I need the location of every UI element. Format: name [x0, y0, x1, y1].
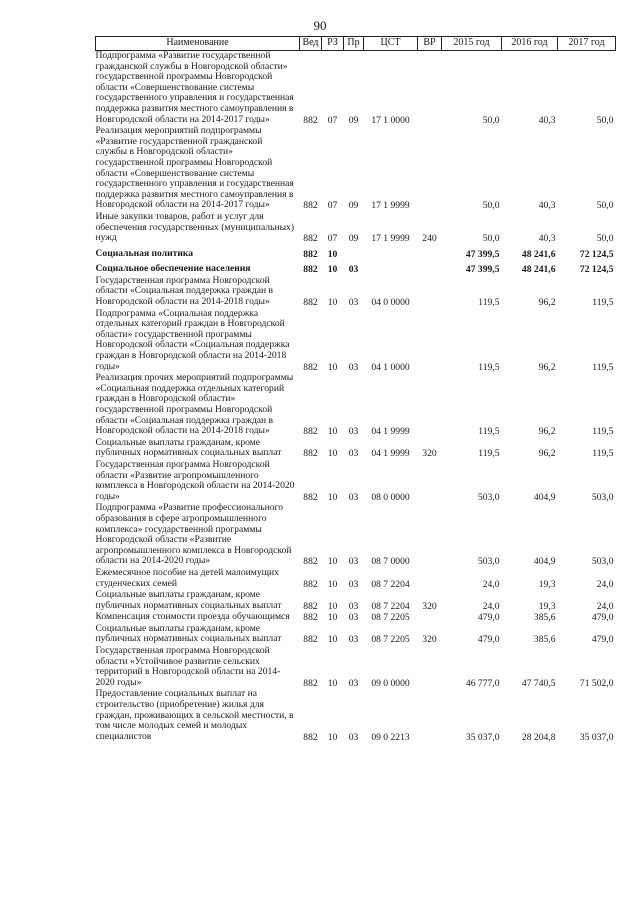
row-2017: 71 502,0	[579, 677, 614, 689]
row-2015: 119,5	[478, 361, 500, 373]
row-vr	[418, 373, 442, 438]
row-cst: 08 7 0000	[371, 556, 410, 568]
row-rz: 10	[327, 634, 338, 646]
row-2017: 24,0	[596, 578, 614, 590]
row-name: Компенсация стоимости проезда обучающимся	[95, 611, 290, 623]
table-row	[96, 590, 616, 612]
row-ved: 882	[303, 233, 318, 245]
row-2016: 404,9	[533, 491, 556, 503]
row-2016: 19,3	[538, 600, 556, 612]
row-name: Социальные выплаты гражданам, кроме публичных нормативных социальных выплат	[95, 436, 282, 459]
row-2017: 35 037,0	[579, 731, 614, 743]
row-2015: 35 037,0	[465, 731, 500, 743]
row-pr: 03	[348, 297, 359, 309]
row-rz: 10	[327, 612, 338, 624]
row-2016: 96,2	[538, 448, 556, 460]
row-ved: 882	[303, 556, 318, 568]
table-row	[96, 503, 616, 568]
row-name: Социальная политика	[95, 247, 194, 259]
row-2015: 24,0	[482, 578, 500, 590]
row-2017: 50,0	[596, 233, 614, 245]
row-name: Социальные выплаты гражданам, кроме публичных нормативных социальных выплат	[95, 622, 282, 645]
table-row	[96, 126, 616, 212]
row-rz: 10	[327, 556, 338, 568]
row-vr: 320	[422, 600, 437, 612]
row-2017: 503,0	[591, 556, 614, 568]
row-2016: 40,3	[538, 200, 556, 212]
row-ved: 882	[303, 612, 318, 624]
row-name: Реализация мероприятий подпрограммы «Развитие государственной гражданской службы в Новгородской области» государственной программы Новгородской области «Совершенствование системы государственного управления и государственная поддержка развития местного самоуправления в Новгородской области на 2014-2017 годы»	[95, 125, 294, 211]
row-cst: 09 0 2213	[371, 731, 410, 743]
table-row	[96, 245, 616, 261]
row-rz: 07	[327, 233, 338, 245]
row-name: Ежемесячное пособие на детей малоимущих студенческих семей	[95, 566, 279, 589]
row-2015: 50,0	[482, 233, 500, 245]
row-2017: 119,5	[592, 361, 614, 373]
row-vr	[418, 689, 442, 743]
row-name: Социальное обеспечение населения	[95, 263, 251, 275]
header-rz: РЗ	[322, 37, 344, 51]
row-vr	[418, 568, 442, 590]
header-cst: ЦСТ	[364, 37, 418, 51]
row-pr: 03	[348, 612, 359, 624]
row-2017: 119,5	[592, 297, 614, 309]
row-cst: 04 1 9999	[371, 426, 410, 438]
row-2015: 47 399,5	[465, 248, 500, 260]
row-cst: 17 1 9999	[371, 200, 410, 212]
row-ved: 882	[303, 731, 318, 743]
row-cst: 04 1 9999	[371, 448, 410, 460]
row-ved: 882	[303, 297, 318, 309]
row-ved: 882	[303, 426, 318, 438]
row-2016: 385,6	[533, 612, 556, 624]
table-body	[96, 51, 616, 744]
row-2015: 479,0	[477, 634, 500, 646]
header-2015: 2015 год	[442, 37, 502, 51]
table-row	[96, 51, 616, 127]
row-cst: 08 0 0000	[371, 491, 410, 503]
table-row	[96, 212, 616, 245]
row-2015: 24,0	[482, 600, 500, 612]
row-2015: 479,0	[477, 612, 500, 624]
row-2017: 72 124,5	[579, 264, 614, 276]
row-2017: 479,0	[591, 612, 614, 624]
row-ved: 882	[303, 491, 318, 503]
row-rz: 10	[327, 731, 338, 743]
row-cst: 17 1 0000	[371, 114, 410, 126]
row-vr	[418, 646, 442, 689]
row-rz: 10	[327, 600, 338, 612]
row-vr	[418, 276, 442, 309]
row-pr: 09	[348, 233, 359, 245]
row-rz: 10	[327, 426, 338, 438]
row-cst: 04 0 0000	[371, 297, 410, 309]
row-2017: 72 124,5	[579, 248, 614, 260]
table-row	[96, 260, 616, 276]
row-name: Государственная программа Новгородской области «Социальная поддержка граждан в Новгородской области на 2014-2018 годы»	[95, 274, 274, 308]
row-ved: 882	[303, 114, 318, 126]
row-2016: 96,2	[538, 361, 556, 373]
row-ved: 882	[303, 248, 318, 260]
row-cst: 08 7 2205	[371, 612, 410, 624]
row-2016: 96,2	[538, 297, 556, 309]
row-ved: 882	[303, 600, 318, 612]
row-rz: 10	[327, 264, 338, 276]
table-row	[96, 373, 616, 438]
row-ved: 882	[303, 634, 318, 646]
row-vr	[418, 245, 442, 261]
row-cst: 09 0 0000	[371, 677, 410, 689]
row-2015: 503,0	[477, 491, 500, 503]
row-vr	[418, 460, 442, 503]
row-ved: 882	[303, 578, 318, 590]
row-name: Социальные выплаты гражданам, кроме публичных нормативных социальных выплат	[95, 589, 282, 611]
row-name: Предоставление социальных выплат на строительство (приобретение) жилья для граждан, проживающих в сельской местности, в том числе молодых семей и молодых специалистов	[95, 688, 294, 742]
row-cst	[364, 245, 418, 261]
row-pr: 03	[348, 556, 359, 568]
row-2017: 479,0	[591, 634, 614, 646]
row-2017: 503,0	[591, 491, 614, 503]
row-rz: 10	[327, 297, 338, 309]
row-vr	[418, 260, 442, 276]
row-pr: 03	[348, 677, 359, 689]
row-2016: 40,3	[538, 114, 556, 126]
row-2016: 48 241,6	[521, 264, 556, 276]
row-rz: 07	[327, 200, 338, 212]
row-vr	[418, 503, 442, 568]
row-cst: 04 1 0000	[371, 361, 410, 373]
row-cst: 08 7 2204	[371, 578, 410, 590]
row-2015: 119,5	[478, 426, 500, 438]
row-pr: 03	[348, 426, 359, 438]
row-ved: 882	[303, 361, 318, 373]
row-name: Подпрограмма «Социальная поддержка отдельных категорий граждан в Новгородской области» государственной программы Новгородской области «Социальная поддержка граждан в Новгородской области на 2014-2018 годы»	[95, 307, 290, 372]
row-vr	[418, 612, 442, 624]
row-ved: 882	[303, 448, 318, 460]
row-rz: 10	[327, 248, 338, 260]
table-row	[96, 460, 616, 503]
header-2016: 2016 год	[502, 37, 558, 51]
row-name: Государственная программа Новгородской области «Устойчивое развитие сельских территорий в Новгородской области на 2014-2020 годы»	[95, 645, 281, 688]
row-2015: 47 399,5	[465, 264, 500, 276]
row-name: Государственная программа Новгородской области «Развитие агропромышленного комплекса в Новгородской области на 2014-2020 годы»	[95, 458, 295, 502]
header-ved: Вед	[300, 37, 322, 51]
row-pr	[344, 245, 364, 261]
row-2016: 48 241,6	[521, 248, 556, 260]
row-2016: 404,9	[533, 556, 556, 568]
row-vr: 240	[422, 233, 437, 245]
row-ved: 882	[303, 677, 318, 689]
row-pr: 03	[348, 731, 359, 743]
row-pr: 03	[348, 361, 359, 373]
header-row	[96, 37, 616, 51]
row-pr: 03	[348, 600, 359, 612]
row-2015: 119,5	[478, 448, 500, 460]
row-pr: 09	[348, 200, 359, 212]
row-2015: 46 777,0	[465, 677, 500, 689]
row-pr: 03	[348, 491, 359, 503]
row-2015: 119,5	[478, 297, 500, 309]
row-vr	[418, 126, 442, 212]
row-2016: 28 204,8	[521, 731, 556, 743]
row-name: Подпрограмма «Развитие профессионального образования в сфере агропромышленного комплекса» государственной программы Новгородской области «Развитие агропромышленного комплекса в Новгородской области на 2014-2020 годы»	[95, 502, 292, 567]
row-rz: 10	[327, 677, 338, 689]
row-rz: 10	[327, 578, 338, 590]
row-pr: 09	[348, 114, 359, 126]
header-vr: ВР	[418, 37, 442, 51]
row-pr: 03	[348, 634, 359, 646]
table-row	[96, 309, 616, 374]
row-vr: 320	[422, 634, 437, 646]
row-vr: 320	[422, 448, 437, 460]
table-row	[96, 646, 616, 689]
row-rz: 10	[327, 361, 338, 373]
row-pr: 03	[348, 578, 359, 590]
row-2015: 50,0	[482, 200, 500, 212]
row-2015: 503,0	[477, 556, 500, 568]
row-cst: 08 7 2204	[371, 600, 410, 612]
row-2016: 385,6	[533, 634, 556, 646]
header-pr: Пр	[344, 37, 364, 51]
row-cst: 17 1 9999	[371, 233, 410, 245]
row-vr	[418, 51, 442, 127]
row-2017: 119,5	[592, 448, 614, 460]
row-2016: 40,3	[538, 233, 556, 245]
row-vr	[418, 309, 442, 374]
row-2017: 50,0	[596, 200, 614, 212]
row-ved: 882	[303, 264, 318, 276]
table-row	[96, 438, 616, 460]
row-2017: 24,0	[596, 600, 614, 612]
page-number: 90	[313, 18, 327, 33]
row-pr: 03	[348, 264, 359, 276]
row-rz: 07	[327, 114, 338, 126]
row-rz: 10	[327, 448, 338, 460]
row-2016: 47 740,5	[521, 677, 556, 689]
row-rz: 10	[327, 491, 338, 503]
row-name: Подпрограмма «Развитие государственной гражданской службы в Новгородской области» государственной программы Новгородской области «Совершенствование системы государственного управления и государственная поддержка развития местного самоуправления в Новгородской области на 2014-2017 годы»	[95, 50, 294, 125]
row-ved: 882	[303, 200, 318, 212]
row-2015: 50,0	[482, 114, 500, 126]
table-row	[96, 568, 616, 590]
row-2016: 96,2	[538, 426, 556, 438]
table-row	[96, 624, 616, 646]
row-2017: 50,0	[596, 114, 614, 126]
header-2017: 2017 год	[558, 37, 616, 51]
row-2016: 19,3	[538, 578, 556, 590]
row-name: Реализация прочих мероприятий подпрограммы «Социальная поддержка отдельных категорий граждан в Новгородской области» государственной программы Новгородской области «Социальная поддержка граждан в Новгородской области на 2014-2018 годы»	[95, 372, 294, 437]
table-row	[96, 689, 616, 743]
row-cst: 08 7 2205	[371, 634, 410, 646]
row-name: Иные закупки товаров, работ и услуг для обеспечения государственных (муниципальных) нужд	[95, 210, 295, 244]
row-2017: 119,5	[592, 426, 614, 438]
row-cst	[364, 260, 418, 276]
budget-table	[95, 36, 616, 743]
row-pr: 03	[348, 448, 359, 460]
table-row	[96, 276, 616, 309]
header-name: Наименование	[96, 37, 300, 51]
